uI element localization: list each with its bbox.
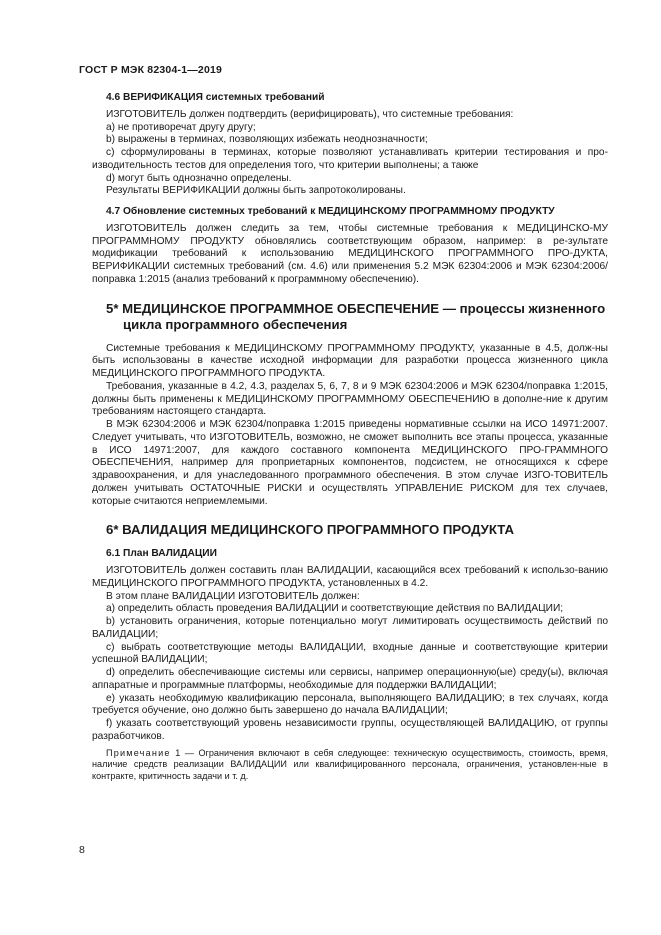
note-label: Примечание [106,747,171,758]
section-5-title [106,301,608,333]
paragraph: ИЗГОТОВИТЕЛЬ должен подтвердить (верифицировать), что системные требования: [106,108,514,120]
page-number: 8 [79,844,85,856]
section-6-title: 6* ВАЛИДАЦИЯ МЕДИЦИНСКОГО ПРОГРАММНОГО ПРОДУКТА [106,522,514,538]
note-text: 1 — Ограничения включают в себя следующее: техническую осуществимость, стоимость, время, наличие средств реализации ВАЛИДАЦИИ или квалифицированного персонала, ограничения, установлен-ные в контракте, критичность задачи и т. д. [92,747,608,781]
list-item: c) сформулированы в терминах, которые позволяют устанавливать критерии тестирования и про-изводительность тестов для определения того, что критерии выполнены; а также [92,147,608,171]
list-item: a) определить область проведения ВАЛИДАЦИИ и соответствующие действия по ВАЛИДАЦИИ; [106,603,564,615]
paragraph: В этом плане ВАЛИДАЦИИ ИЗГОТОВИТЕЛЬ должен: [106,590,360,602]
list-item: a) не противоречат другу другу; [106,121,256,133]
paragraph: В МЭК 62304:2006 и МЭК 62304/поправка 1:2015 приведены нормативные ссылки на ИСО 14971:2007. Следует учитывать, что ИЗГОТОВИТЕЛЬ, возможно, не сможет выполнить все этапы процесса, указанные в ИСО 14971:2007, для каждого составного компонента МЕДИЦИНСКОГО ПРО-ГРАММНОГО ОБЕСПЕЧЕНИЯ, например для проприетарных компонентов, подсистем, не относящихся к сфере здравоохранения, и для унаследованного программного обеспечения. В этом случае ИЗГО-ТОВИТЕЛЬ должен учитывать ОСТАТОЧНЫЕ РИСКИ и осуществлять УПРАВЛЕНИЕ РИСКОМ для тех случаев, которые считаются неприемлемыми. [92,419,608,507]
list-item: b) установить ограничения, которые потенциально могут лимитировать осуществимость действий по ВАЛИДАЦИИ; [92,616,608,640]
list-item: e) указать необходимую квалификацию персонала, выполняющего ВАЛИДАЦИЮ; в тех случаях, когда требуется обучение, оно должно быть завершено до начала ВАЛИДАЦИИ; [92,692,608,717]
section-5-title-line1: 5* МЕДИЦИНСКОЕ ПРОГРАММНОЕ ОБЕСПЕЧЕНИЕ — процессы жизненного [106,300,606,316]
paragraph: Требования, указанные в 4.2, 4.3, разделах 5, 6, 7, 8 и 9 МЭК 62304:2006 и МЭК 62304/поправка 1:2015, должны быть применены к МЕДИЦИНСКОМУ ПРОГРАММНОМУ ОБЕСПЕЧЕНИЮ в дополне-ние к другим требованиям настоящего стандарта. [92,380,608,418]
standard-header: ГОСТ Р МЭК 82304-1—2019 [79,64,223,76]
list-item: d) могут быть однозначно определены. [106,172,292,184]
section-5-title-line2: цикла программного обеспечения [123,316,348,332]
list-item: b) выражены в терминах, позволяющих избежать неоднозначности; [106,134,428,146]
list-item: c) выбрать соответствующие методы ВАЛИДАЦИИ, входные данные и соответствующие критерии успешной ВАЛИДАЦИИ; [92,641,608,666]
paragraph: ИЗГОТОВИТЕЛЬ должен следить за тем, чтобы системные требования к МЕДИЦИНСКО-МУ ПРОГРАММНОМУ ПРОДУКТУ обновлялись соответствующим образом, например: в ре-зультате модификации требований к использованию МЕДИЦИНСКОГО ПРОГРАММНОГО ПРО-ДУКТА, ВЕРИФИКАЦИИ системных требований (см. 4.6) или применения 5.2 МЭК 62304:2006 и МЭК 62304:2006/поправка 1:2015 (анализ требований к программному обеспечению). [92,222,608,285]
paragraph: Результаты ВЕРИФИКАЦИИ должны быть запротоколированы. [106,185,406,197]
section-6-1-title: 6.1 План ВАЛИДАЦИИ [106,548,217,560]
paragraph: Системные требования к МЕДИЦИНСКОМУ ПРОГРАММНОМУ ПРОДУКТУ, указанные в 4.5, долж-ны быть использованы в качестве исходной информации для разработки процесса жизненного цикла МЕДИЦИНСКОГО ПРОГРАММНОГО ПРОДУКТА. [92,342,608,379]
note [92,748,608,783]
list-item: f) указать соответствующий уровень независимости группы, осуществляющей ВАЛИДАЦИЮ, от группы разработчиков. [92,718,608,742]
paragraph: ИЗГОТОВИТЕЛЬ должен составить план ВАЛИДАЦИИ, касающийся всех требований к использо-ванию МЕДИЦИНСКОГО ПРОГРАММНОГО ПРОДУКТА, установленных в 4.2. [92,565,608,589]
page-content [92,92,608,782]
list-item: d) определить обеспечивающие системы или сервисы, например операционную(ые) среду(ы), включая аппаратные и программные платформы, необходимые для поддержки ВАЛИДАЦИИ; [92,667,608,691]
section-4-6-title: 4.6 ВЕРИФИКАЦИЯ системных требований [106,92,325,103]
section-4-7-title: 4.7 Обновление системных требований к МЕДИЦИНСКОМУ ПРОГРАММНОМУ ПРОДУКТУ [106,206,555,217]
